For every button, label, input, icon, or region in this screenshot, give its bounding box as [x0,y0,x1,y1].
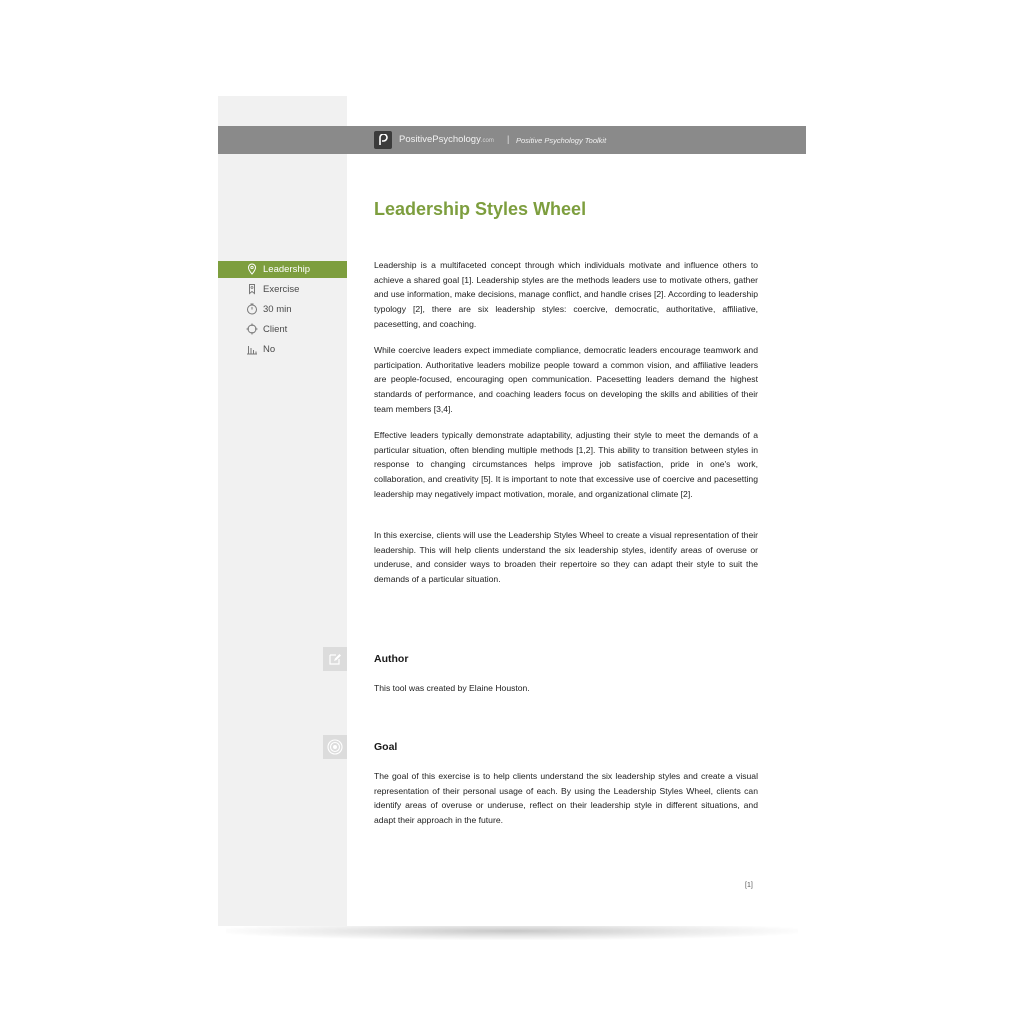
bar-chart-icon [246,343,258,355]
meta-list [218,261,347,361]
intro-paragraph: In this exercise, clients will use the Leadership Styles Wheel to create a visual representation of their leadership. This will help clients understand the six leadership styles, identify areas of overuse or underuse, and consider ways to broaden their repertoire so they can adapt their style to suit the demands of a particular situation. [374,530,758,585]
meta-item-label: No [263,344,276,355]
author-section-icon [323,647,347,671]
goal-section-icon [323,735,347,759]
intro-paragraph: Leadership is a multifaceted concept through which individuals motivate and influence others to achieve a shared goal [1]. Leadership styles are the methods leaders use to motivate others, gather and use information, make decisions, manage conflict, and handle crises [2]. According to leadership typology [2], there are six leadership styles: coercive, democratic, authoritative, affiliative, pacesetting, and coaching. [374,260,758,329]
document-page [218,96,806,926]
location-pin-icon [246,263,258,275]
meta-item-label: Leadership [263,264,311,275]
meta-item-scoring [218,341,347,358]
meta-item-label: 30 min [263,304,292,315]
crosshair-icon [246,323,258,335]
target-icon [327,739,343,755]
intro-paragraph: While coercive leaders expect immediate compliance, democratic leaders encourage teamwork and participation. Authoritative leaders mobilize people toward a common vision, and affiliative leaders are people-focused, encouraging open communication. Pacesetting leaders demand the highest standards of performance, and coaching leaders focus on developing the skills and abilities of their team members [3,4]. [374,345,758,414]
meta-item-label: Client [263,324,288,335]
meta-item-label: Exercise [263,284,300,295]
sidebar [218,96,347,926]
page-number: [1] [745,882,753,889]
header-bar [218,126,806,154]
goal-text: The goal of this exercise is to help clients understand the six leadership styles and create a visual representation of their personal usage of each. By using the Leadership Styles Wheel, clients can identify areas of overuse or underuse, reflect on their leadership style in different situations, and adapt their approach in the future. [374,771,758,826]
bookmark-icon [246,283,258,295]
meta-item-duration [218,301,347,318]
meta-item-type [218,281,347,298]
intro-paragraph: Effective leaders typically demonstrate adaptability, adjusting their style to meet the demands of a particular situation, often blending multiple methods [1,2]. This ability to transition between styles in response to changing circumstances helps improve job satisfaction, pride in one's work, collaboration, and creativity [5]. It is important to note that excessive use of coercive and pacesetting leadership may negatively impact motivation, morale, and organizational climate [2]. [374,430,758,499]
brand-logo-icon [374,131,392,149]
page-title: Leadership Styles Wheel [374,199,587,219]
brand-suffix: .com [480,138,494,144]
brand-name: PositivePsychology.com [399,134,494,145]
meta-item-topic [218,261,347,278]
header-separator: | [507,134,510,144]
author-text: This tool was created by Elaine Houston. [374,683,530,693]
brand-tagline: Positive Psychology Toolkit [516,136,607,145]
goal-heading: Goal [374,741,398,753]
timer-icon [246,303,258,315]
edit-icon [328,652,342,666]
author-heading: Author [374,653,409,665]
meta-item-audience [218,321,347,338]
